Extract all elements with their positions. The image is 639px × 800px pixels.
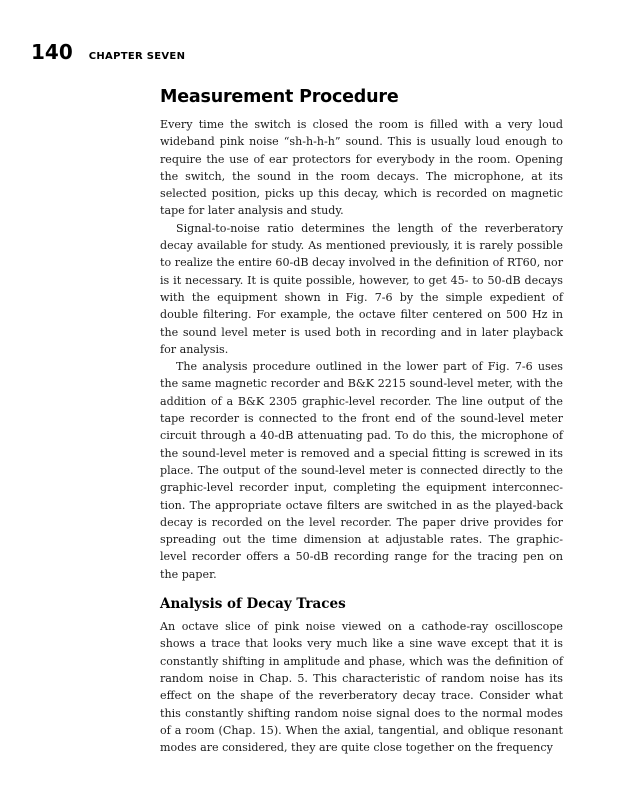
- paragraph: The analysis procedure outlined in the lower part of Fig. 7-6 uses the same magnetic recorder and B&K 2215 sound-level meter, with the addition of a B&K 2305 graphic-level recorder. The line output of the tape recorder is connected to the front end of the sound-level meter circuit through a 40-dB attenuating pad. To do this, the microphone of the sound-level meter is removed and a special fitting is screwed in its place. The output of the sound-level meter is connected directly to the graphic-level recorder input, completing the equipment interconnection. The appropriate octave filters are switched in as the played-back decay is recorded on the level recorder. The paper drive provides for spreading out the time dimension at adjustable rates. The graphic-level recorder offers a 50-dB recording range for the tracing pen on the paper.: [160, 360, 563, 581]
- paragraph: Every time the switch is closed the room is filled with a very loud wideband pink noise “sh-h-h-h” sound. This is usually loud enough to require the use of ear protectors for everybody in the room. Opening the switch, the sound in the room decays. The microphone, at its selected position, picks up this decay, which is recorded on magnetic tape for later analysis and study.: [160, 118, 563, 218]
- section-heading-analysis-of-decay-traces: Analysis of Decay Traces: [160, 596, 346, 613]
- page-number: 140: [31, 40, 73, 64]
- running-head: [31, 40, 185, 64]
- chapter-label: CHAPTER SEVEN: [88, 51, 186, 62]
- paragraph: Signal-to-noise ratio determines the length of the reverberatory decay available for study. As mentioned previously, it is rarely possible to realize the entire 60-dB decay involved in the definition of RT60, nor is it necessary. It is quite possible, however, to get 45- to 50-dB decays with the equipment shown in Fig. 7-6 by the simple expedient of double filtering. For example, the octave filter centered on 500 Hz in the sound level meter is used both in recording and in later playback for analysis.: [160, 221, 563, 356]
- section-heading-measurement-procedure: Measurement Procedure: [160, 87, 399, 107]
- text-column: [160, 86, 563, 756]
- paragraph: An octave slice of pink noise viewed on a cathode-ray oscilloscope shows a trace that looks very much like a sine wave except that it is constantly shifting in amplitude and phase, which was the definition of random noise in Chap. 5. This characteristic of random noise has its effect on the shape of the reverberatory decay trace. Consider what this constantly shifting random noise signal does to the normal modes of a room (Chap. 15). When the axial, tangential, and oblique resonant modes are considered, they are quite close together on the frequency: [160, 620, 563, 755]
